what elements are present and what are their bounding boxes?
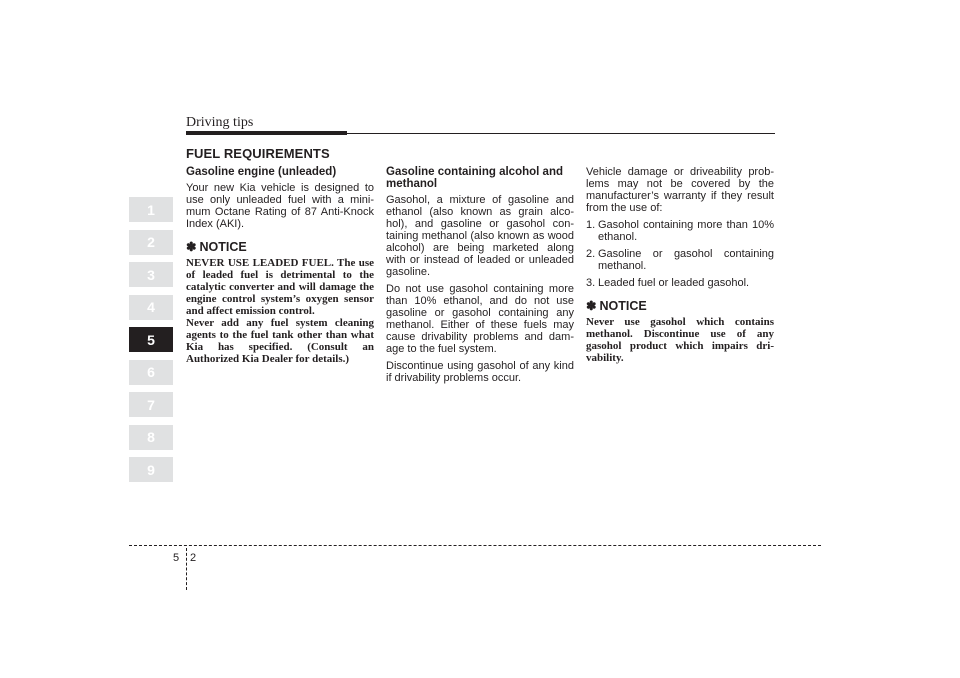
header-title: Driving tips	[186, 115, 254, 130]
list-item: 1. Gasohol containing more than 10% ethanol.	[586, 219, 774, 243]
notice-label: NOTICE	[599, 299, 647, 313]
notice-star-icon: ✽	[186, 240, 197, 254]
gasoline-engine-paragraph: Your new Kia vehicle is designed to use only unleaded fuel with a mini-mum Octane Rating of 87 Anti-Knock Index (AKI).	[186, 182, 374, 230]
notice-text-cleaning: Never add any fuel system cleaning agents to the fuel tank other than what Kia has specified. (Consult an Authorized Kia Dealer for details.)	[186, 317, 374, 365]
warranty-paragraph: Vehicle damage or driveability prob-lems may not be covered by the manufacturer’s warranty if they result from the use of:	[586, 166, 774, 214]
column-3	[586, 166, 774, 364]
column-1	[186, 166, 374, 365]
notice-heading	[186, 240, 374, 254]
chapter-tab-6[interactable]: 6	[129, 360, 173, 385]
discontinue-paragraph: Discontinue using gasohol of any kind if drivability problems occur.	[386, 360, 574, 384]
page-chapter-number: 5	[173, 552, 180, 564]
gasohol-paragraph: Gasohol, a mixture of gasoline and ethanol (also known as grain alco-hol), and gasoline or gasohol con-taining methanol (also known as wood alcohol) are being marketed along with or instead of leaded or unleaded gasoline.	[386, 194, 574, 278]
notice-heading	[586, 299, 774, 313]
list-item: 2. Gasoline or gasohol containing methanol.	[586, 248, 774, 272]
gasoline-engine-heading: Gasoline engine (unleaded)	[186, 166, 337, 178]
header-rule-thick	[186, 131, 347, 135]
notice-label: NOTICE	[199, 240, 247, 254]
chapter-tab-5[interactable]: 5	[129, 327, 173, 352]
header-rule-thin	[347, 133, 775, 134]
notice-star-icon: ✽	[586, 299, 597, 313]
footer-divider	[186, 548, 187, 590]
section-title: FUEL REQUIREMENTS	[186, 146, 330, 161]
warranty-exclusion-list	[586, 219, 774, 289]
notice-text-methanol: Never use gasohol which contains methanol. Discontinue use of any gasohol product which impairs dri-vability.	[586, 316, 774, 364]
column-2	[386, 166, 574, 389]
chapter-tab-7[interactable]: 7	[129, 392, 173, 417]
page-number: 2	[190, 552, 197, 564]
chapter-tabs	[129, 197, 173, 490]
chapter-tab-9[interactable]: 9	[129, 457, 173, 482]
chapter-tab-8[interactable]: 8	[129, 425, 173, 450]
chapter-tab-2[interactable]: 2	[129, 230, 173, 255]
chapter-tab-1[interactable]: 1	[129, 197, 173, 222]
chapter-tab-4[interactable]: 4	[129, 295, 173, 320]
ethanol-limit-paragraph: Do not use gasohol containing more than 10% ethanol, and do not use gasoline or gasohol containing any methanol. Either of these fuels may cause drivability problems and dam-age to the fuel system.	[386, 283, 574, 355]
chapter-tab-3[interactable]: 3	[129, 262, 173, 287]
notice-text-leaded: NEVER USE LEADED FUEL. The use of leaded fuel is detrimental to the catalytic converter and will damage the engine control system’s oxygen sensor and affect emission control.	[186, 257, 374, 317]
alcohol-methanol-heading: Gasoline containing alcohol and methanol	[386, 166, 563, 190]
list-item: 3. Leaded fuel or leaded gasohol.	[586, 277, 750, 289]
footer-rule	[129, 545, 821, 546]
